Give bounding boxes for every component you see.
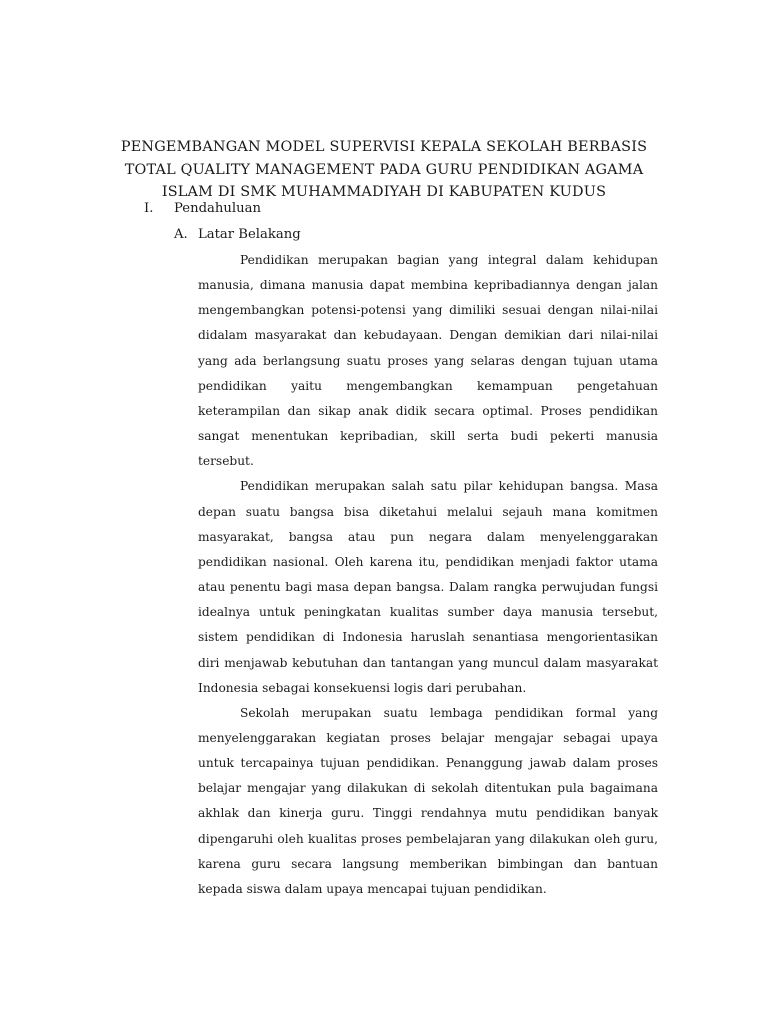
body-text — [198, 248, 658, 902]
section-heading: Pendahuluan — [174, 201, 261, 216]
title-line-1: PENGEMBANGAN MODEL SUPERVISI KEPALA SEKOLAH BERBASIS — [120, 139, 648, 155]
title-line-2: TOTAL QUALITY MANAGEMENT PADA GURU PENDIDIKAN AGAMA — [124, 161, 644, 178]
title-line-3: ISLAM DI SMK MUHAMMADIYAH DI KABUPATEN KUDUS — [161, 184, 607, 200]
subsection-heading: Latar Belakang — [198, 227, 301, 242]
document-title — [110, 136, 658, 204]
paragraph-1: Pendidikan merupakan bagian yang integral dalam kehidupan manusia, dimana manusia dapat membina kepribadiannya dengan jalan mengembangkan potensi-potensi yang dimiliki sesuai dengan nilai-nilai didalam masyarakat dan kebudayaan. Dengan demikian dari nilai-nilai yang ada berlangsung suatu proses yang selaras dengan tujuan utama pendidikan yaitu mengembangkan kemampuan pengetahuan keterampilan dan sikap anak didik secara optimal. Proses pendidikan sangat menentukan kepribadian, skill serta budi pekerti manusia tersebut. — [198, 253, 658, 469]
section-number: I. — [144, 201, 154, 216]
subsection-letter: A. — [174, 227, 188, 242]
paragraph-2: Pendidikan merupakan salah satu pilar kehidupan bangsa. Masa depan suatu bangsa bisa diketahui melalui sejauh mana komitmen masyarakat, bangsa atau pun negara dalam menyelenggarakan pendidikan nasional. Oleh karena itu, pendidikan menjadi faktor utama atau penentu bagi masa depan bangsa. Dalam rangka perwujudan fungsi idealnya untuk peningkatan kualitas sumber daya manusia tersebut, sistem pendidikan di Indonesia haruslah senantiasa mengorientasikan diri menjawab kebutuhan dan tantangan yang muncul dalam masyarakat Indonesia sebagai konsekuensi logis dari perubahan. — [198, 479, 658, 695]
paragraph-3: Sekolah merupakan suatu lembaga pendidikan formal yang menyelenggarakan kegiatan proses belajar mengajar sebagai upaya untuk tercapainya tujuan pendidikan. Penanggung jawab dalam proses belajar mengajar yang dilakukan di sekolah ditentukan pula bagaimana akhlak dan kinerja guru. Tinggi rendahnya mutu pendidikan banyak dipengaruhi oleh kualitas proses pembelajaran yang dilakukan oleh guru, karena guru secara langsung memberikan bimbingan dan bantuan kepada siswa dalam upaya mencapai tujuan pendidikan. — [198, 705, 658, 896]
